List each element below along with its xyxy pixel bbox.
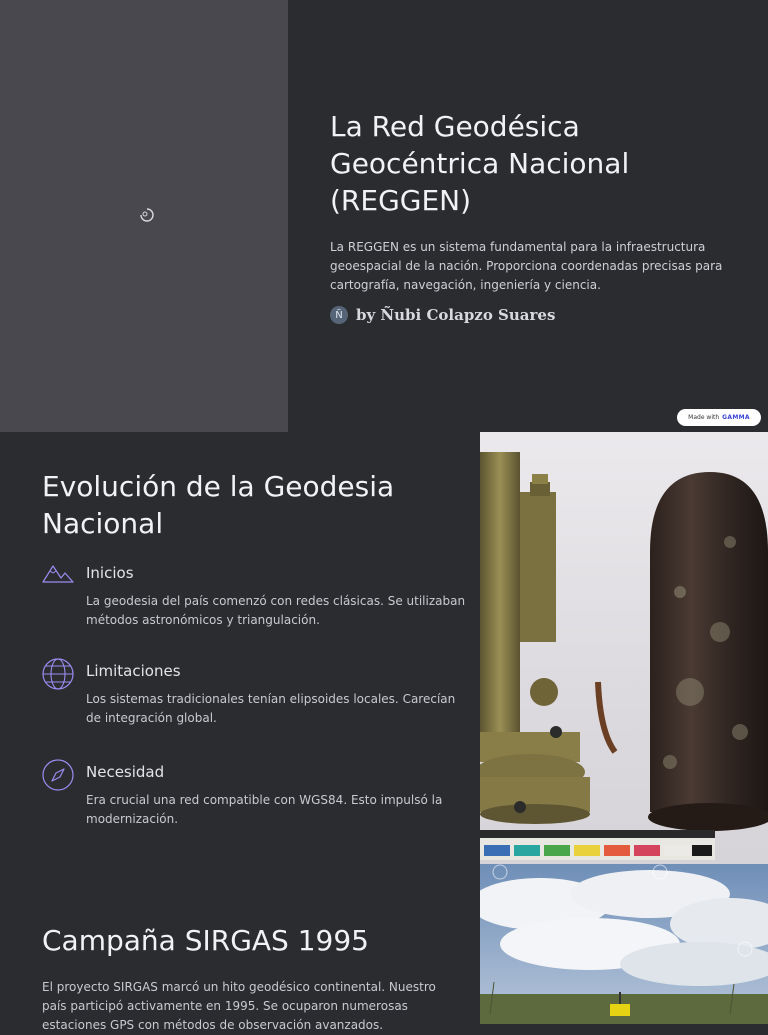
instrument-illustration — [480, 432, 768, 864]
section-title: Evolución de la Geodesia Nacional — [42, 470, 395, 540]
loading-spinner-icon — [139, 207, 155, 223]
author-name: by Ñubi Colapzo Suares — [356, 306, 556, 324]
globe-icon — [42, 658, 74, 690]
page-title: La Red Geodésica Geocéntrica Nacional (REGGEN) — [330, 110, 630, 217]
hero-image-placeholder — [0, 0, 288, 432]
hero-description: La REGGEN es un sistema fundamental para la infraestructura geoespacial de la nación. Proporciona coordenadas precisas para cartografía, navegación, ingeniería y ciencia. — [330, 240, 723, 292]
surveying-instrument-photo — [480, 432, 768, 864]
field-gps-photo — [480, 864, 768, 1024]
section-title: Campaña SIRGAS 1995 — [42, 924, 369, 957]
compass-icon — [42, 759, 74, 791]
sirgas-section — [0, 864, 768, 1032]
item-title: Inicios — [86, 564, 134, 582]
author-byline[interactable] — [330, 306, 555, 324]
item-description: Los sistemas tradicionales tenían elipsoides locales. Carecían de integración global. — [86, 692, 456, 725]
avatar: Ñ — [330, 306, 348, 324]
item-title: Limitaciones — [86, 662, 181, 680]
section-description: El proyecto SIRGAS marcó un hito geodésico continental. Nuestro país participó activamente en 1995. Se ocuparon numerosas estaciones GPS con métodos de observación avanzados. — [42, 980, 436, 1032]
item-title: Necesidad — [86, 763, 165, 781]
item-description: La geodesia del país comenzó con redes clásicas. Se utilizaban métodos astronómicos y triangulación. — [86, 594, 466, 627]
made-with-badge[interactable] — [677, 409, 761, 426]
item-description: Era crucial una red compatible con WGS84. Esto impulsó la modernización. — [86, 793, 443, 826]
badge-brand: GAMMA — [722, 414, 750, 421]
mountain-icon — [42, 560, 74, 592]
hero-section — [0, 0, 768, 432]
field-illustration — [480, 864, 768, 1024]
badge-prefix: Made with — [688, 414, 720, 421]
evolution-section — [0, 432, 768, 864]
